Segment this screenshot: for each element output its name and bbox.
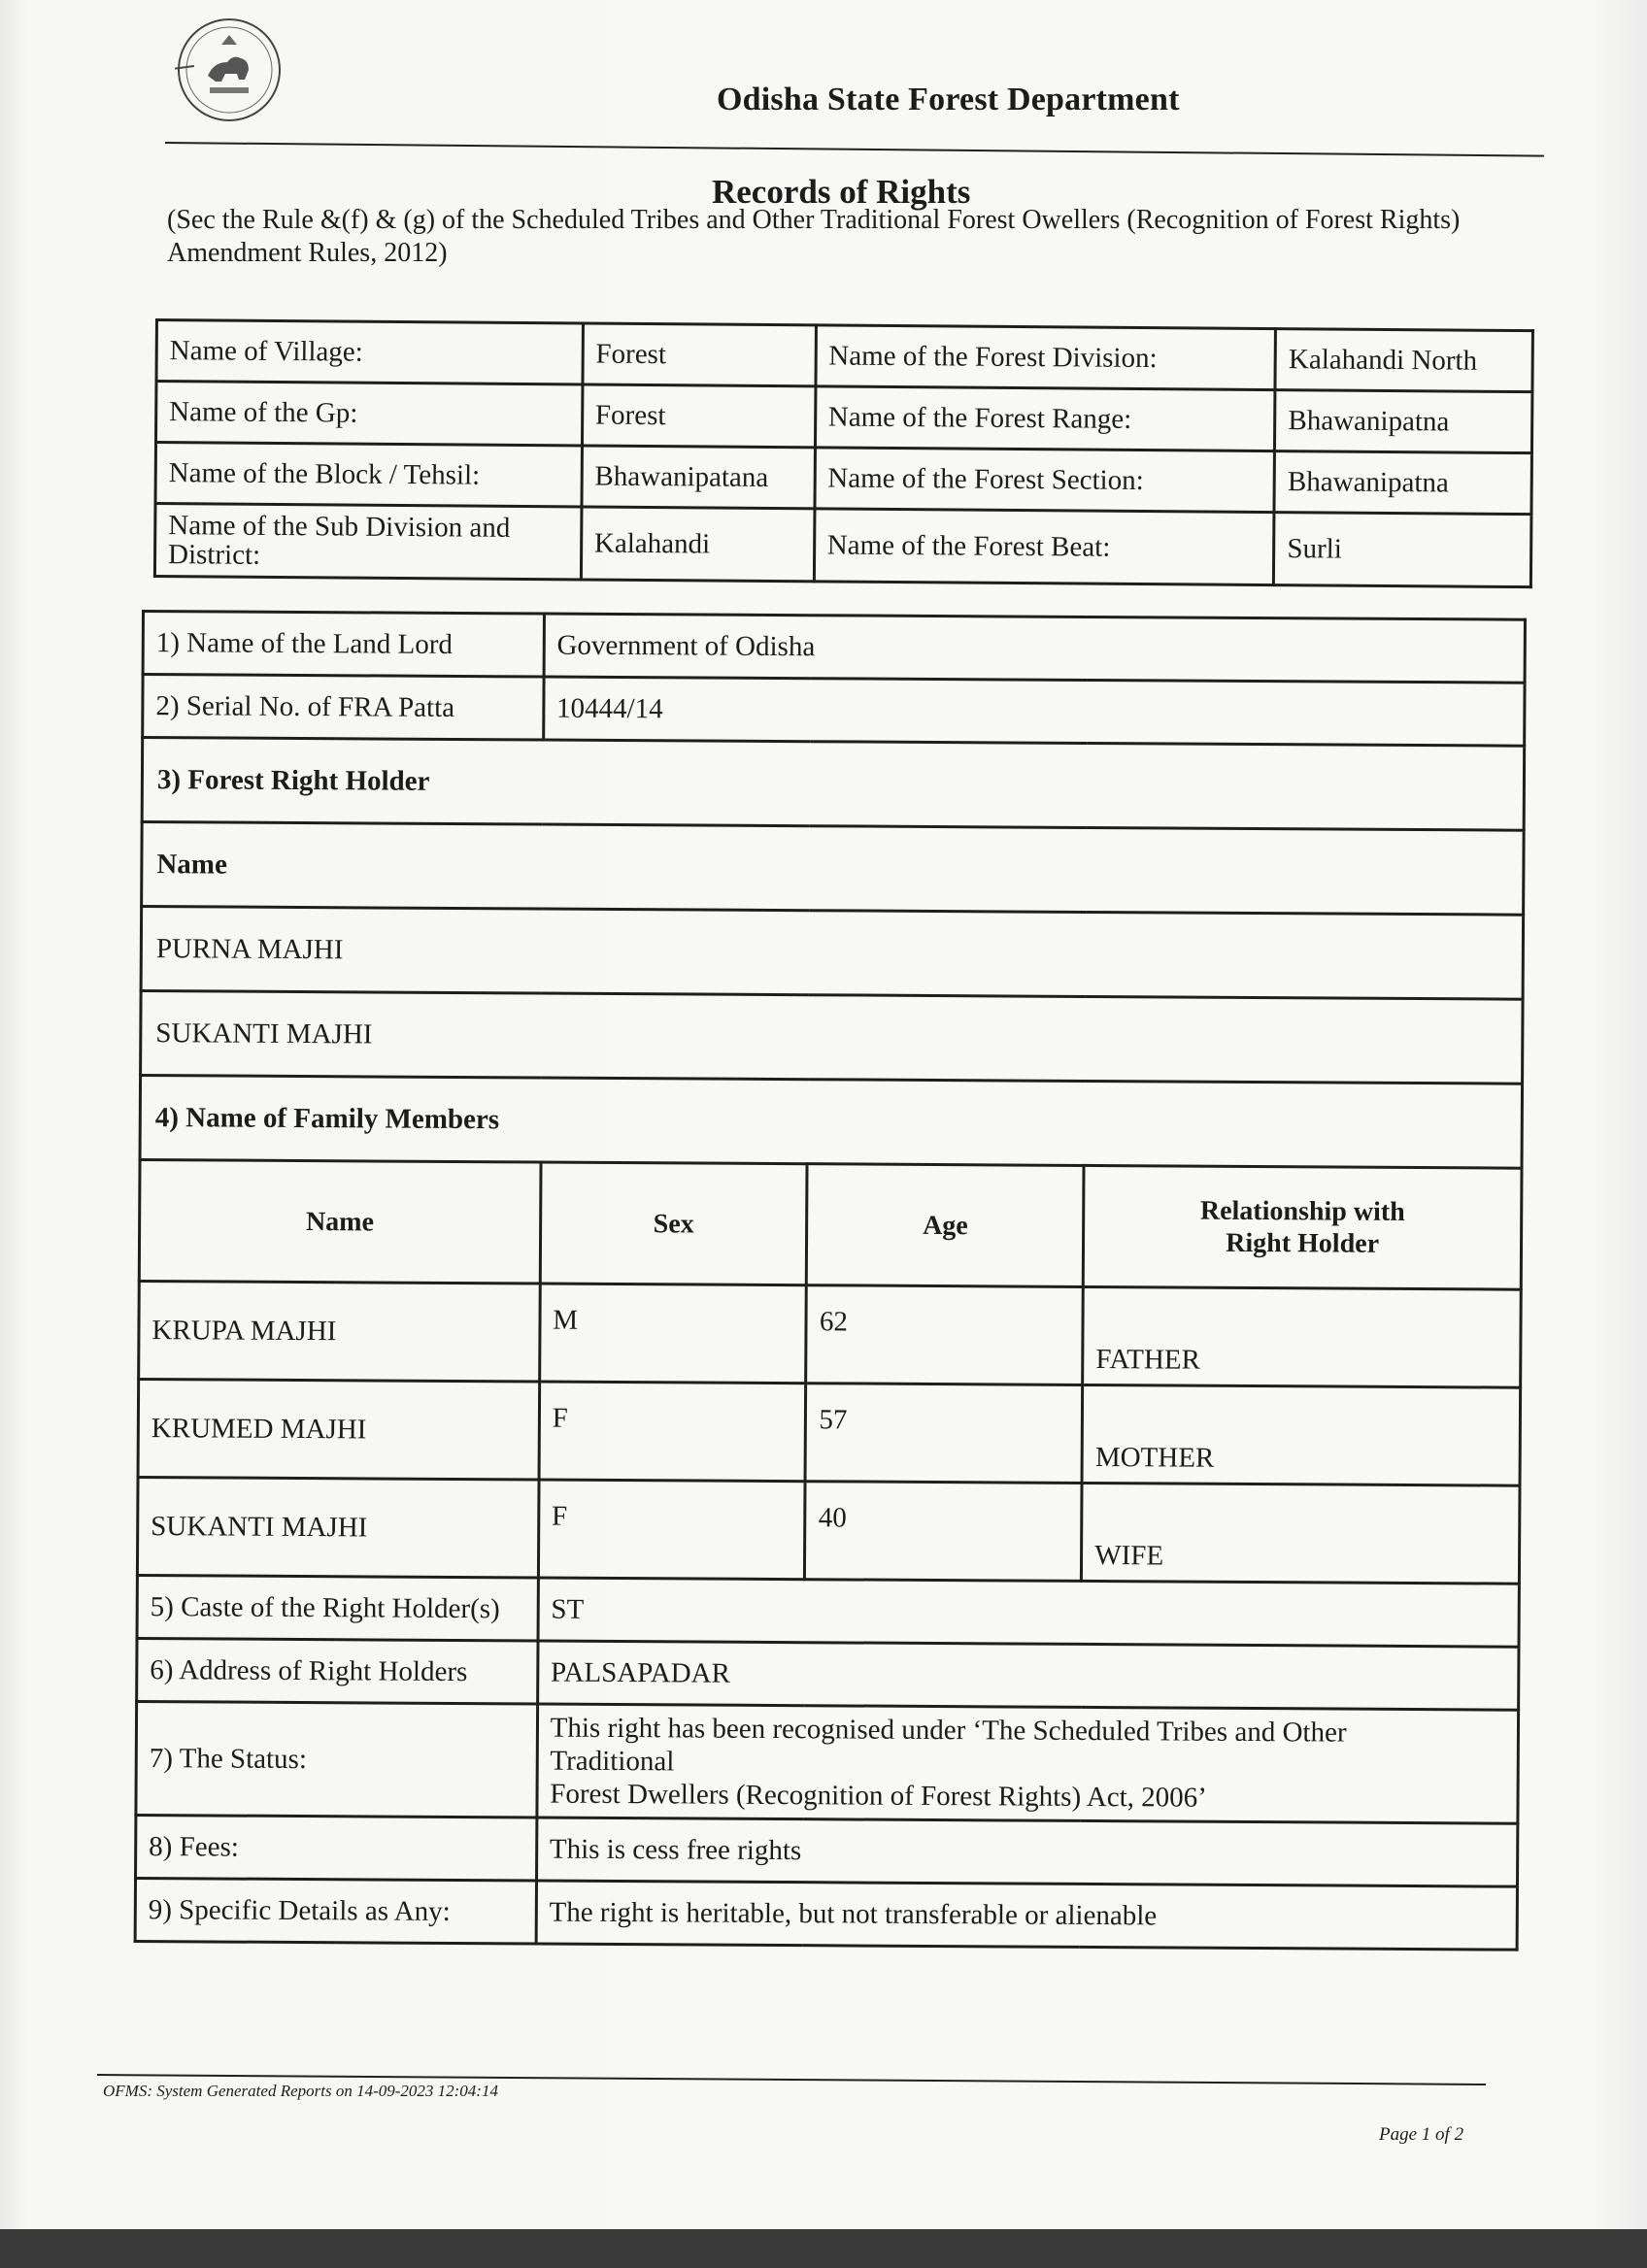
family-col-relationship: Relationship with Right Holder <box>1083 1165 1522 1289</box>
family-member-age: 57 <box>805 1384 1082 1484</box>
document-title: Records of Rights <box>712 173 971 211</box>
rights-record-table <box>134 610 1527 1951</box>
status-value <box>537 1704 1519 1823</box>
forest-division-value: Kalahandi North <box>1275 329 1532 392</box>
forest-range-value: Bhawanipatna <box>1275 390 1532 453</box>
status-line: Forest Dwellers (Recognition of Forest Rights) Act, 2006’ <box>550 1778 1207 1814</box>
family-member-sex: M <box>539 1284 806 1384</box>
subdivision-label: Name of the Sub Division and District: <box>154 504 581 580</box>
address-value: PALSAPADAR <box>537 1641 1519 1710</box>
family-row <box>139 1281 1522 1387</box>
fra-serial-label: 2) Serial No. of FRA Patta <box>143 675 544 741</box>
family-member-relationship: FATHER <box>1083 1286 1521 1387</box>
village-label: Name of Village: <box>156 320 583 384</box>
location-table <box>153 318 1534 588</box>
header-divider <box>165 142 1544 157</box>
holder-name: SUKANTI MAJHI <box>141 991 1524 1084</box>
family-col-name: Name <box>139 1159 540 1284</box>
forest-range-label: Name of the Forest Range: <box>815 386 1275 451</box>
generated-timestamp: OFMS: System Generated Reports on 14-09-2023 12:04:14 <box>103 2082 498 2100</box>
caste-label: 5) Caste of the Right Holder(s) <box>137 1575 538 1641</box>
family-col-sex: Sex <box>540 1162 807 1285</box>
forest-section-value: Bhawanipatna <box>1274 451 1531 515</box>
specific-details-value: The right is heritable, but not transferable or alienable <box>536 1881 1518 1950</box>
family-col-age: Age <box>807 1164 1084 1287</box>
gp-label: Name of the Gp: <box>155 382 582 446</box>
specific-details-label: 9) Specific Details as Any: <box>135 1878 536 1944</box>
family-row <box>138 1379 1521 1485</box>
forest-beat-value: Surli <box>1274 513 1531 587</box>
village-value: Forest <box>583 323 816 386</box>
department-name: Odisha State Forest Department <box>717 82 1180 117</box>
family-member-name: SUKANTI MAJHI <box>137 1477 538 1578</box>
caste-value: ST <box>538 1578 1520 1647</box>
odisha-emblem-seal <box>175 16 284 124</box>
forest-beat-label: Name of the Forest Beat: <box>814 509 1274 585</box>
family-member-sex: F <box>539 1382 806 1482</box>
landlord-value: Government of Odisha <box>544 614 1526 683</box>
family-member-sex: F <box>538 1480 805 1580</box>
family-member-relationship: MOTHER <box>1082 1384 1520 1485</box>
family-member-relationship: WIFE <box>1082 1483 1520 1584</box>
address-label: 6) Address of Right Holders <box>137 1638 538 1704</box>
family-member-age: 40 <box>805 1482 1082 1582</box>
family-row <box>137 1477 1520 1584</box>
status-label: 7) The Status: <box>136 1701 537 1818</box>
forest-right-holder-heading: 3) Forest Right Holder <box>142 738 1525 831</box>
fra-serial-value: 10444/14 <box>543 677 1525 746</box>
fees-label: 8) Fees: <box>136 1815 537 1881</box>
holder-name: PURNA MAJHI <box>141 907 1524 1000</box>
family-members-heading: 4) Name of Family Members <box>140 1076 1523 1169</box>
scan-edge <box>0 2229 1647 2268</box>
block-value: Bhawanipatana <box>582 446 815 509</box>
status-line: This right has been recognised under ‘The Scheduled Tribes and Other Traditional <box>550 1712 1347 1778</box>
family-member-name: KRUMED MAJHI <box>138 1379 539 1480</box>
family-member-age: 62 <box>806 1285 1083 1385</box>
landlord-label: 1) Name of the Land Lord <box>143 612 544 678</box>
page-number: Page 1 of 2 <box>1379 2124 1464 2145</box>
gp-value: Forest <box>582 384 815 448</box>
holder-name-heading: Name <box>142 822 1525 916</box>
family-member-name: KRUPA MAJHI <box>139 1281 540 1382</box>
subdivision-value: Kalahandi <box>581 507 814 582</box>
document-subtitle: (Sec the Rule &(f) & (g) of the Scheduled Tribes and Other Traditional Forest Owellers (Recognition of Forest Rights) Amendment Rules, 2012) <box>167 205 1461 268</box>
block-label: Name of the Block / Tehsil: <box>155 443 582 507</box>
forest-section-label: Name of the Forest Section: <box>815 448 1275 513</box>
forest-division-label: Name of the Forest Division: <box>816 325 1276 390</box>
fees-value: This is cess free rights <box>536 1818 1518 1886</box>
